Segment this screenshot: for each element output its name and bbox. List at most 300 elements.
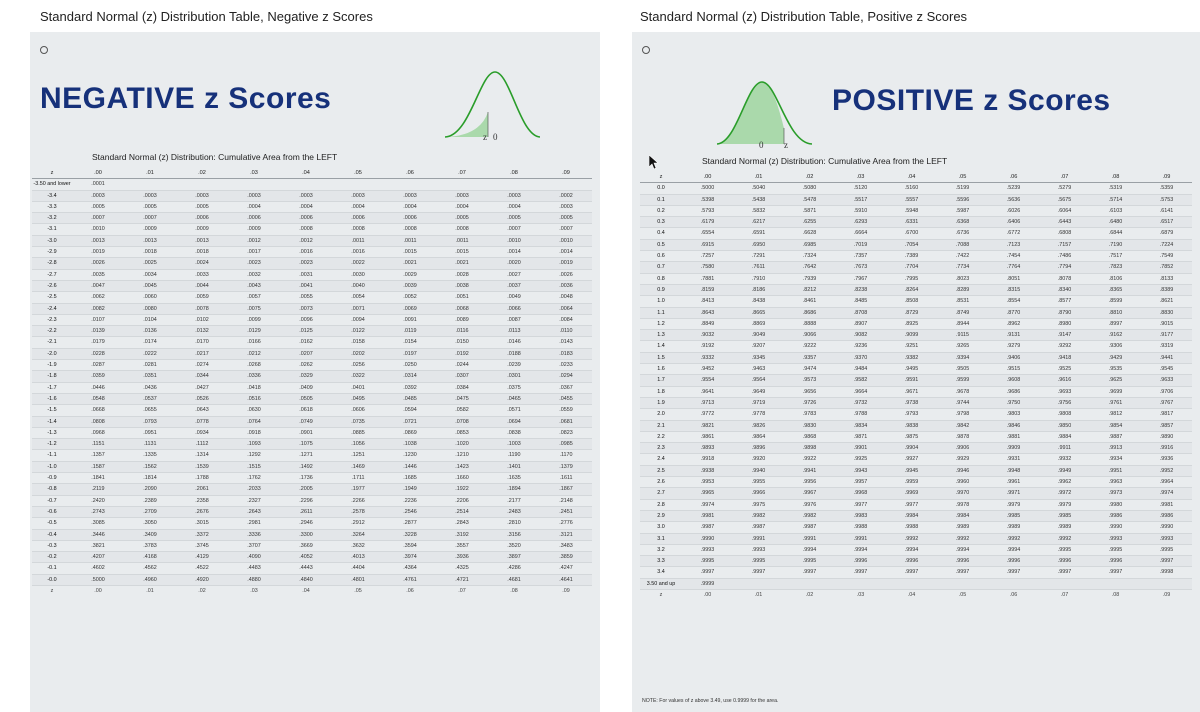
probability-cell: .8315 (988, 284, 1039, 295)
probability-cell: .3156 (488, 529, 540, 540)
probability-cell: .0301 (488, 371, 540, 382)
probability-cell: .9996 (988, 556, 1039, 567)
probability-cell: .9977 (835, 499, 886, 510)
probability-cell: .9382 (886, 352, 937, 363)
probability-cell: .0262 (280, 360, 332, 371)
probability-cell: .9162 (1090, 330, 1141, 341)
probability-cell: .8643 (682, 307, 733, 318)
z-value-cell: 2.9 (640, 510, 682, 521)
probability-cell: .0202 (332, 348, 384, 359)
probability-cell: .9868 (784, 431, 835, 442)
panel-icon (40, 46, 48, 54)
probability-cell: .0630 (228, 405, 280, 416)
probability-cell: .7224 (1141, 239, 1192, 250)
probability-cell: .0039 (384, 280, 436, 291)
probability-cell: .9032 (682, 330, 733, 341)
z-value-cell: 1.2 (640, 318, 682, 329)
probability-cell: .6026 (988, 205, 1039, 216)
probability-cell: .2420 (72, 495, 124, 506)
probability-cell: .8849 (682, 318, 733, 329)
probability-cell: .0025 (124, 258, 176, 269)
probability-cell: .0008 (436, 224, 488, 235)
probability-cell: .0436 (124, 382, 176, 393)
probability-cell: .0643 (176, 405, 228, 416)
probability-cell: .9452 (682, 364, 733, 375)
probability-cell: .2236 (384, 495, 436, 506)
probability-cell: .1112 (176, 439, 228, 450)
probability-cell: .0017 (228, 247, 280, 258)
probability-cell: .0869 (384, 427, 436, 438)
probability-cell: .0013 (176, 235, 228, 246)
probability-cell: .0951 (124, 427, 176, 438)
probability-cell: .8925 (886, 318, 937, 329)
probability-cell: .0192 (436, 348, 488, 359)
probability-cell: .6772 (988, 228, 1039, 239)
probability-cell: .2005 (280, 484, 332, 495)
z-value-cell: 2.4 (640, 454, 682, 465)
probability-cell: .9236 (835, 341, 886, 352)
z-value-cell: 1.0 (640, 296, 682, 307)
probability-cell: .0010 (540, 235, 592, 246)
z-value-cell: 1.8 (640, 386, 682, 397)
probability-cell: .9997 (733, 567, 784, 578)
probability-cell: .9948 (988, 465, 1039, 476)
z-value-cell: 3.50 and up (640, 578, 682, 589)
table-row (32, 416, 592, 427)
probability-cell: .5478 (784, 194, 835, 205)
probability-cell: .0037 (488, 280, 540, 291)
probability-cell: .0003 (332, 190, 384, 201)
probability-cell: .9989 (1039, 522, 1090, 533)
probability-cell: .0110 (540, 326, 592, 337)
probability-cell: .8888 (784, 318, 835, 329)
probability-cell: .1314 (176, 450, 228, 461)
probability-cell: .1335 (124, 450, 176, 461)
z-value-cell: -2.1 (32, 337, 72, 348)
probability-cell: .8106 (1090, 273, 1141, 284)
probability-cell: .2119 (72, 484, 124, 495)
probability-cell: .2611 (280, 506, 332, 517)
probability-cell: .9959 (886, 477, 937, 488)
probability-cell: .1685 (384, 473, 436, 484)
probability-cell: .3669 (280, 540, 332, 551)
probability-cell: .8944 (937, 318, 988, 329)
probability-cell: .0011 (436, 235, 488, 246)
column-header: .04 (886, 172, 937, 183)
probability-cell: .8980 (1039, 318, 1090, 329)
probability-cell: .0014 (540, 247, 592, 258)
z-value-cell: 3.3 (640, 556, 682, 567)
z-value-cell: -1.5 (32, 405, 72, 416)
shaded-left-area (445, 112, 488, 137)
probability-cell: .9988 (835, 522, 886, 533)
table-row (32, 303, 592, 314)
probability-cell: .0082 (72, 303, 124, 314)
probability-cell: .9699 (1090, 386, 1141, 397)
probability-cell: .2676 (176, 506, 228, 517)
probability-cell: .0885 (332, 427, 384, 438)
probability-cell: .8340 (1039, 284, 1090, 295)
footer-label: .01 (754, 591, 763, 598)
probability-cell (937, 578, 988, 589)
probability-cell: .0055 (280, 292, 332, 303)
probability-cell: .9817 (1141, 409, 1192, 420)
probability-cell: .9969 (886, 488, 937, 499)
probability-cell: .0035 (72, 269, 124, 280)
probability-cell: .9857 (1141, 420, 1192, 431)
probability-cell: .7123 (988, 239, 1039, 250)
probability-cell: .0375 (488, 382, 540, 393)
probability-cell: .0735 (332, 416, 384, 427)
probability-cell: .4364 (384, 563, 436, 574)
probability-cell: .0418 (228, 382, 280, 393)
probability-cell: .9945 (886, 465, 937, 476)
probability-cell: .1003 (488, 439, 540, 450)
z-value-cell: 2.0 (640, 409, 682, 420)
probability-cell: .9826 (733, 420, 784, 431)
z-value-cell: -1.0 (32, 461, 72, 472)
probability-cell: .0004 (436, 201, 488, 212)
probability-cell: .0003 (280, 190, 332, 201)
probability-cell: .9783 (784, 409, 835, 420)
probability-cell: .9649 (733, 386, 784, 397)
positive-z-table (640, 172, 1192, 600)
probability-cell: .9812 (1090, 409, 1141, 420)
probability-cell: .5239 (988, 183, 1039, 194)
probability-cell: .0446 (72, 382, 124, 393)
footer-label: .03 (250, 587, 258, 594)
probability-cell: .7910 (733, 273, 784, 284)
column-header: .02 (176, 168, 228, 179)
probability-cell: .9904 (886, 443, 937, 454)
table-row (32, 348, 592, 359)
probability-cell: .9951 (1090, 465, 1141, 476)
probability-cell: .9871 (835, 431, 886, 442)
z-value-cell: -1.4 (32, 416, 72, 427)
table-row (32, 224, 592, 235)
table-row (640, 183, 1192, 194)
probability-cell: .5714 (1090, 194, 1141, 205)
table-row (32, 269, 592, 280)
probability-cell: .0034 (124, 269, 176, 280)
probability-cell: .9993 (682, 544, 733, 555)
probability-cell: .0146 (488, 337, 540, 348)
probability-cell: .7939 (784, 273, 835, 284)
probability-cell: .6217 (733, 217, 784, 228)
probability-cell: .9996 (1039, 556, 1090, 567)
z-value-cell: 3.1 (640, 533, 682, 544)
probability-cell: .9994 (784, 544, 835, 555)
probability-cell: .8186 (733, 284, 784, 295)
z-value-cell: -0.1 (32, 563, 72, 574)
probability-cell: .2483 (488, 506, 540, 517)
probability-cell: .9505 (937, 364, 988, 375)
probability-cell: .0934 (176, 427, 228, 438)
probability-cell: .1660 (436, 473, 488, 484)
probability-cell: .4052 (280, 552, 332, 563)
probability-cell: .9966 (733, 488, 784, 499)
table-header-row (32, 168, 592, 179)
z-value-cell: 2.6 (640, 477, 682, 488)
probability-cell (1141, 578, 1192, 589)
table-row (32, 450, 592, 461)
probability-cell: .3520 (488, 540, 540, 551)
probability-cell: .0073 (280, 303, 332, 314)
probability-cell: .9772 (682, 409, 733, 420)
probability-cell: .9931 (988, 454, 1039, 465)
probability-cell: .0721 (384, 416, 436, 427)
probability-cell: .1357 (72, 450, 124, 461)
probability-cell: .0004 (280, 201, 332, 212)
z-value-cell: -2.5 (32, 292, 72, 303)
footer-label: .08 (510, 587, 518, 594)
footer-label: .07 (1060, 591, 1069, 598)
probability-cell: .0036 (540, 280, 592, 291)
probability-cell: .0384 (436, 382, 488, 393)
probability-cell: .6103 (1090, 205, 1141, 216)
probability-cell: .6915 (682, 239, 733, 250)
probability-cell: .0004 (384, 201, 436, 212)
probability-cell: .0162 (280, 337, 332, 348)
probability-cell: .4880 (228, 574, 280, 585)
probability-cell: .1446 (384, 461, 436, 472)
probability-cell: .0174 (124, 337, 176, 348)
probability-cell: .9995 (733, 556, 784, 567)
probability-cell: .0080 (124, 303, 176, 314)
z-value-cell: -1.6 (32, 393, 72, 404)
table-row (640, 352, 1192, 363)
probability-cell: .3336 (228, 529, 280, 540)
probability-cell: .9554 (682, 375, 733, 386)
probability-cell: .0968 (72, 427, 124, 438)
probability-cell: .9994 (988, 544, 1039, 555)
probability-cell: .2578 (332, 506, 384, 517)
z-value-cell: 3.2 (640, 544, 682, 555)
probability-cell: .9984 (886, 510, 937, 521)
probability-cell: .9484 (835, 364, 886, 375)
probability-cell: .0012 (228, 235, 280, 246)
probability-cell: .1190 (488, 450, 540, 461)
probability-cell: .9664 (835, 386, 886, 397)
probability-cell: .0021 (436, 258, 488, 269)
probability-cell: .5557 (886, 194, 937, 205)
z-value-cell: 0.3 (640, 217, 682, 228)
probability-cell: .9989 (988, 522, 1039, 533)
z-value-cell: 0.5 (640, 239, 682, 250)
probability-cell: .9798 (937, 409, 988, 420)
probability-cell: .0132 (176, 326, 228, 337)
probability-cell: .8869 (733, 318, 784, 329)
probability-cell: .4013 (332, 552, 384, 563)
probability-cell: .9938 (682, 465, 733, 476)
probability-cell: .0823 (540, 427, 592, 438)
probability-cell: .9997 (835, 567, 886, 578)
footer-label: .05 (958, 591, 967, 598)
table-row (640, 544, 1192, 555)
probability-cell: .5279 (1039, 183, 1090, 194)
probability-cell: .9884 (1039, 431, 1090, 442)
probability-cell: .5438 (733, 194, 784, 205)
table-row (32, 405, 592, 416)
probability-cell: .9838 (886, 420, 937, 431)
negative-z-panel (30, 32, 600, 712)
footer-label: .01 (146, 587, 154, 594)
probability-cell: .9808 (1039, 409, 1090, 420)
probability-cell: .5000 (72, 574, 124, 585)
probability-cell: .9177 (1141, 330, 1192, 341)
probability-cell: .5793 (682, 205, 733, 216)
z-value-cell: 1.5 (640, 352, 682, 363)
probability-cell: .0793 (124, 416, 176, 427)
probability-cell: .9997 (682, 567, 733, 578)
z-value-cell: 1.1 (640, 307, 682, 318)
probability-cell: .9985 (988, 510, 1039, 521)
probability-cell: .0026 (72, 258, 124, 269)
probability-cell: .4404 (332, 563, 384, 574)
probability-cell: .6517 (1141, 217, 1192, 228)
probability-cell: .9881 (988, 431, 1039, 442)
probability-cell: .9656 (784, 386, 835, 397)
probability-cell: .9936 (1141, 454, 1192, 465)
probability-cell: .6368 (937, 217, 988, 228)
probability-cell: .0021 (384, 258, 436, 269)
probability-cell: .9983 (835, 510, 886, 521)
probability-cell: .0004 (228, 201, 280, 212)
probability-cell (835, 578, 886, 589)
probability-cell: .2206 (436, 495, 488, 506)
probability-cell: .0668 (72, 405, 124, 416)
z-value-cell: -0.6 (32, 506, 72, 517)
probability-cell: .9991 (835, 533, 886, 544)
probability-cell: .9066 (784, 330, 835, 341)
table-row (640, 205, 1192, 216)
probability-cell: .0023 (228, 258, 280, 269)
probability-cell: .9131 (988, 330, 1039, 341)
probability-cell: .0694 (488, 416, 540, 427)
probability-cell: .9995 (682, 556, 733, 567)
probability-cell: .9997 (1141, 556, 1192, 567)
probability-cell: .9962 (1039, 477, 1090, 488)
table-row (32, 393, 592, 404)
probability-cell: .9292 (1039, 341, 1090, 352)
probability-cell: .0033 (176, 269, 228, 280)
table-row (640, 273, 1192, 284)
probability-cell: .0007 (488, 224, 540, 235)
probability-cell: .5753 (1141, 194, 1192, 205)
probability-cell: .1814 (124, 473, 176, 484)
probability-cell: .0045 (124, 280, 176, 291)
probability-cell: .0136 (124, 326, 176, 337)
probability-cell: .9996 (937, 556, 988, 567)
probability-cell: .1492 (280, 461, 332, 472)
probability-cell: .0027 (488, 269, 540, 280)
probability-cell: .9890 (1141, 431, 1192, 442)
probability-cell: .0559 (540, 405, 592, 416)
probability-cell: .4168 (124, 552, 176, 563)
probability-cell: .8810 (1090, 307, 1141, 318)
table-row (640, 477, 1192, 488)
probability-cell: .9394 (937, 352, 988, 363)
table-row (640, 375, 1192, 386)
probability-cell: .9997 (1090, 567, 1141, 578)
probability-cell: .2033 (228, 484, 280, 495)
probability-cell: .1170 (540, 450, 592, 461)
probability-cell: .0019 (540, 258, 592, 269)
z-value-cell: -0.9 (32, 473, 72, 484)
z-value-cell: 0.6 (640, 251, 682, 262)
probability-cell: .0125 (280, 326, 332, 337)
table-row (640, 567, 1192, 578)
probability-cell: .9744 (937, 397, 988, 408)
probability-cell: .9967 (784, 488, 835, 499)
probability-cell: .9922 (784, 454, 835, 465)
table-row (640, 341, 1192, 352)
probability-cell: .1635 (488, 473, 540, 484)
probability-cell: .9706 (1141, 386, 1192, 397)
probability-cell: .1539 (176, 461, 228, 472)
probability-cell: .0427 (176, 382, 228, 393)
footer-label: .09 (1162, 591, 1171, 598)
probability-cell: .4522 (176, 563, 228, 574)
probability-cell: .9997 (1039, 567, 1090, 578)
table-row (640, 431, 1192, 442)
probability-cell: .5636 (988, 194, 1039, 205)
probability-cell: .8461 (784, 296, 835, 307)
probability-cell: .2912 (332, 518, 384, 529)
probability-cell: .0008 (384, 224, 436, 235)
probability-cell: .7852 (1141, 262, 1192, 273)
z-value-cell: 2.5 (640, 465, 682, 476)
probability-cell: .3632 (332, 540, 384, 551)
probability-cell: .2776 (540, 518, 592, 529)
probability-cell: .0003 (488, 190, 540, 201)
z-value-cell: 0.7 (640, 262, 682, 273)
probability-cell: .3821 (72, 540, 124, 551)
footer-label: .08 (1111, 591, 1120, 598)
probability-cell: .1131 (124, 439, 176, 450)
probability-cell: .8770 (988, 307, 1039, 318)
probability-cell: .0006 (228, 213, 280, 224)
probability-cell: .9913 (1090, 443, 1141, 454)
probability-cell: .0011 (384, 235, 436, 246)
probability-cell: .9625 (1090, 375, 1141, 386)
probability-cell: .9970 (937, 488, 988, 499)
positive-subtitle: Standard Normal (z) Distribution: Cumulative Area from the LEFT (702, 156, 948, 166)
probability-cell: .0057 (228, 292, 280, 303)
table-row (640, 330, 1192, 341)
probability-cell: .1210 (436, 450, 488, 461)
probability-cell: .6554 (682, 228, 733, 239)
probability-cell: .3859 (540, 552, 592, 563)
probability-cell: .0029 (384, 269, 436, 280)
probability-cell: .4129 (176, 552, 228, 563)
probability-cell: .8749 (937, 307, 988, 318)
table-row (640, 578, 1192, 589)
probability-cell: .8264 (886, 284, 937, 295)
probability-cell: .8289 (937, 284, 988, 295)
probability-cell: .9850 (1039, 420, 1090, 431)
probability-cell: .0212 (228, 348, 280, 359)
probability-cell: .9515 (988, 364, 1039, 375)
probability-cell: .0048 (540, 292, 592, 303)
column-header: .02 (784, 172, 835, 183)
probability-cell: .9946 (937, 465, 988, 476)
probability-cell: .0708 (436, 416, 488, 427)
probability-cell: .9878 (937, 431, 988, 442)
probability-cell: .9949 (1039, 465, 1090, 476)
probability-cell: .3085 (72, 518, 124, 529)
probability-cell: .9956 (784, 477, 835, 488)
